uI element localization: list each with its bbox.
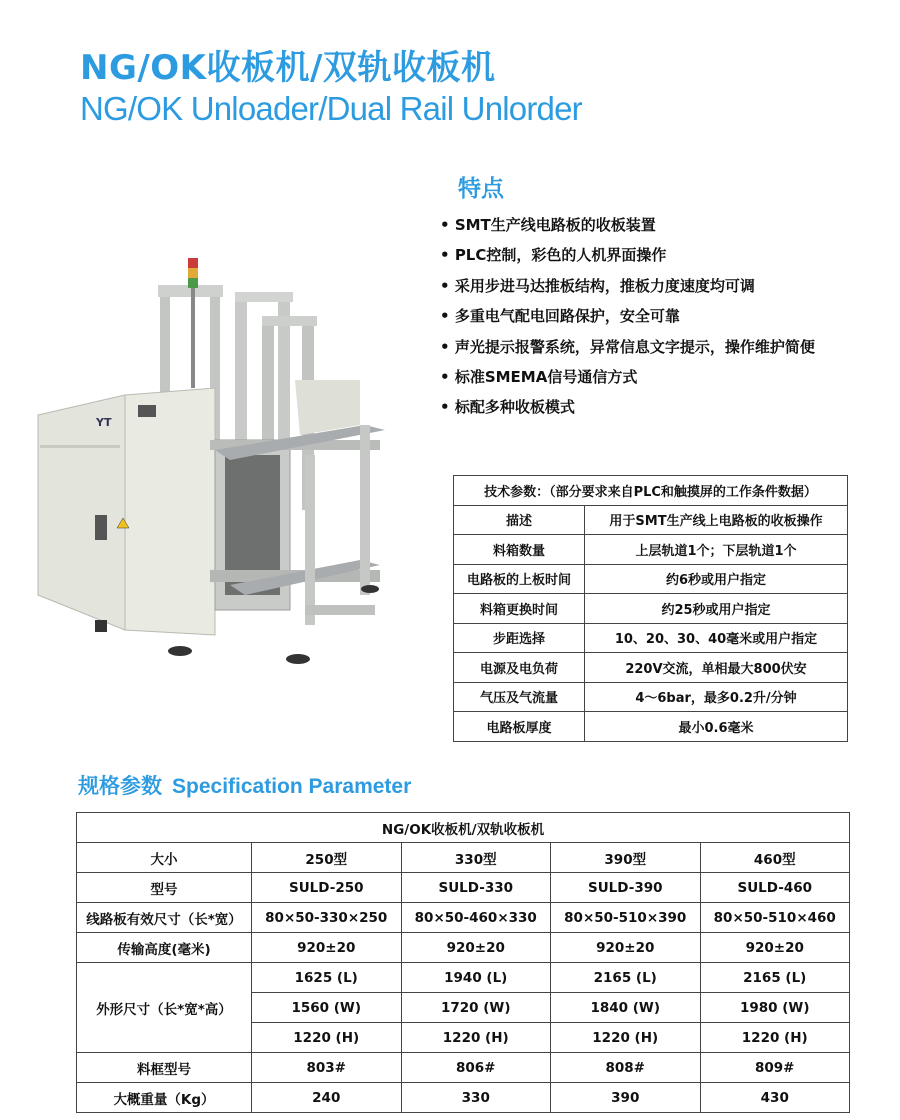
spec-cell: 809# [700, 1053, 850, 1083]
spec-cell: 920±20 [551, 933, 701, 963]
spec-label: 线路板有效尺寸（长*宽） [77, 903, 252, 933]
feature-item: • 多重电气配电回路保护，安全可靠 [440, 301, 815, 331]
spec-cell: 240 [252, 1083, 402, 1113]
spec-cell: 80×50-510×390 [551, 903, 701, 933]
tech-value: 10、20、30、40毫米或用户指定 [585, 623, 848, 653]
tech-value: 最小0.6毫米 [585, 712, 848, 742]
spec-label: 型号 [77, 873, 252, 903]
spec-cell: 390 [551, 1083, 701, 1113]
title-cn: NG/OK收板机/双轨收板机 [80, 48, 496, 88]
tech-label: 电源及电负荷 [454, 653, 585, 683]
spec-cell: 330型 [401, 843, 551, 873]
spec-cell: 80×50-510×460 [700, 903, 850, 933]
title-en: NG/OK Unloader/Dual Rail Unlorder [80, 90, 582, 127]
spec-cell: 250型 [252, 843, 402, 873]
tech-value: 约6秒或用户指定 [585, 564, 848, 594]
spec-label: 料框型号 [77, 1053, 252, 1083]
spec-label: 传输高度(毫米) [77, 933, 252, 963]
spec-cell: 1720 (W) [401, 993, 551, 1023]
tech-value: 4～6bar，最多0.2升/分钟 [585, 682, 848, 712]
spec-cell: SULD-390 [551, 873, 701, 903]
spec-cell: 2165 (L) [700, 963, 850, 993]
feature-item: • 标配多种收板模式 [440, 392, 815, 422]
tech-value: 用于SMT生产线上电路板的收板操作 [585, 505, 848, 535]
spec-cell: 1940 (L) [401, 963, 551, 993]
feature-item: • 采用步进马达推板结构，推板力度速度均可调 [440, 271, 815, 301]
spec-cell: 1220 (H) [252, 1023, 402, 1053]
tech-params-header: 技术参数：（部分要求来自PLC和触摸屏的工作条件数据） [454, 476, 848, 506]
tech-label: 电路板的上板时间 [454, 564, 585, 594]
feature-item: • 声光提示报警系统，异常信息文字提示，操作维护简便 [440, 332, 815, 362]
spec-cell: 808# [551, 1053, 701, 1083]
spec-table [76, 812, 850, 1113]
features-title: 特点 [458, 176, 504, 202]
spec-cell: 1220 (H) [700, 1023, 850, 1053]
spec-cell: 80×50-330×250 [252, 903, 402, 933]
spec-cell: SULD-330 [401, 873, 551, 903]
tech-value: 上层轨道1个；下层轨道1个 [585, 535, 848, 565]
spec-cell: 920±20 [401, 933, 551, 963]
tech-label: 料箱更换时间 [454, 594, 585, 624]
tech-value: 约25秒或用户指定 [585, 594, 848, 624]
tech-params-table [453, 475, 848, 742]
machine-logo: YT [96, 416, 112, 429]
spec-cell: 430 [700, 1083, 850, 1113]
spec-label: 大概重量（Kg） [77, 1083, 252, 1113]
spec-cell: SULD-460 [700, 873, 850, 903]
tech-label: 气压及气流量 [454, 682, 585, 712]
spec-cell: 920±20 [700, 933, 850, 963]
feature-item: • 标准SMEMA信号通信方式 [440, 362, 815, 392]
spec-cell: 460型 [700, 843, 850, 873]
spec-cell: 330 [401, 1083, 551, 1113]
spec-heading-cn: 规格参数 [78, 774, 162, 798]
feature-item: • PLC控制，彩色的人机界面操作 [440, 240, 815, 270]
spec-cell: 1840 (W) [551, 993, 701, 1023]
feature-item: • SMT生产线电路板的收板装置 [440, 210, 815, 240]
spec-cell: 2165 (L) [551, 963, 701, 993]
tech-label: 电路板厚度 [454, 712, 585, 742]
machine-image [30, 240, 430, 680]
spec-heading-en: Specification Parameter [172, 775, 412, 798]
features-list [440, 210, 815, 423]
spec-cell: 1625 (L) [252, 963, 402, 993]
spec-cell: 806# [401, 1053, 551, 1083]
tech-label: 描述 [454, 505, 585, 535]
tech-value: 220V交流，单相最大800伏安 [585, 653, 848, 683]
spec-cell: 920±20 [252, 933, 402, 963]
spec-label: 外形尺寸（长*宽*高） [77, 963, 252, 1053]
spec-cell: 803# [252, 1053, 402, 1083]
spec-cell: 390型 [551, 843, 701, 873]
spec-cell: 1980 (W) [700, 993, 850, 1023]
spec-table-title: NG/OK收板机/双轨收板机 [77, 813, 850, 843]
spec-cell: 1220 (H) [551, 1023, 701, 1053]
spec-cell: 1560 (W) [252, 993, 402, 1023]
tech-label: 料箱数量 [454, 535, 585, 565]
spec-cell: 1220 (H) [401, 1023, 551, 1053]
spec-label: 大小 [77, 843, 252, 873]
spec-heading [78, 770, 411, 800]
spec-cell: 80×50-460×330 [401, 903, 551, 933]
spec-cell: SULD-250 [252, 873, 402, 903]
tech-label: 步距选择 [454, 623, 585, 653]
